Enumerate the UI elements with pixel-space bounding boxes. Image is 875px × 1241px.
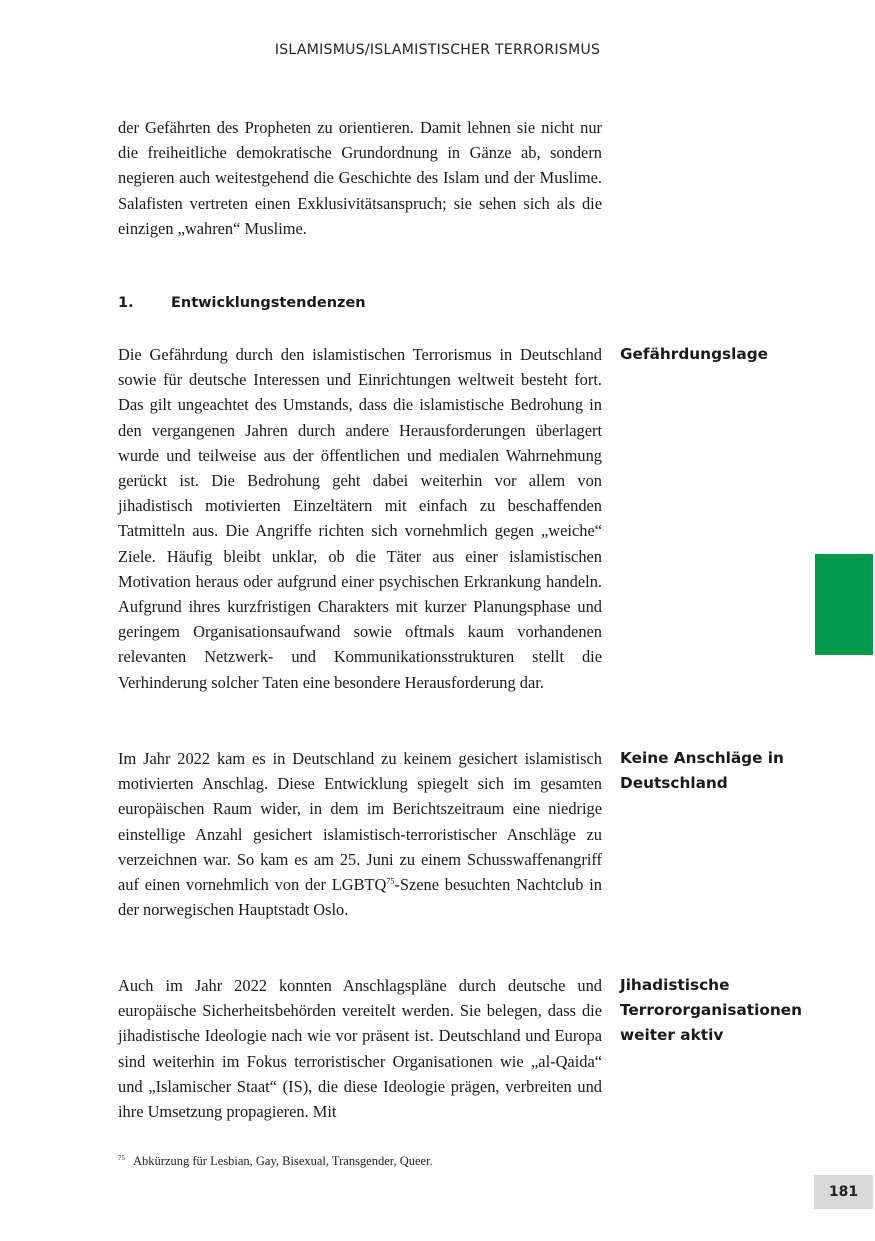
footnote-reference[interactable]: 75	[386, 876, 395, 886]
section-title: Entwicklungstendenzen	[171, 295, 366, 311]
section-number: 1.	[118, 295, 134, 311]
intro-paragraph	[118, 115, 602, 241]
paragraph-text	[118, 746, 602, 922]
paragraph-text-part: Im Jahr 2022 kam es in Deutschland zu keinem gesichert islamistisch motivierten Anschlag. Diese Entwicklung spiegelt sich im gesamten europäischen Raum wider, in dem im Berichtszeitraum eine niedrige einstellige Anzahl gesichert islamistisch-terroristischer Anschläge zu verzeichnen war. So kam es am 25. Juni zu einem Schusswaffenangriff auf einen vornehmlich von der LGBTQ	[118, 749, 602, 895]
margin-note-gefaehrdungslage: Gefährdungslage	[620, 345, 769, 363]
paragraph-jihadistische-organisationen	[118, 973, 602, 1124]
paragraph-gefaehrdungslage	[118, 342, 602, 695]
section-heading	[118, 295, 366, 311]
margin-note-keine-anschlaege: Keine Anschläge in Deutschland	[620, 749, 784, 792]
footnote-number: 75	[118, 1154, 125, 1162]
page-number: 181	[814, 1175, 873, 1209]
paragraph-text: Die Gefährdung durch den islamistischen Terrorismus in Deutschland sowie für deutsche Interessen und Einrichtungen weltweit besteht fort. Das gilt ungeachtet des Umstands, dass die islamistische Bedrohung in den vergangenen Jahren durch andere Herausforderungen überlagert wurde und teilweise aus der öffentlichen und medialen Wahrnehmung gerückt ist. Die Bedrohung geht dabei weiterhin vor allem von jihadistisch motivierten Einzeltätern mit einfach zu beschaffenden Tatmitteln aus. Die Angriffe richten sich vornehmlich gegen „weiche“ Ziele. Häufig bleibt unklar, ob die Täter aus einer islamistischen Motivation heraus oder aufgrund einer psychischen Erkrankung handeln. Aufgrund ihres kurzfristigen Charakters mit kurzer Planungsphase und geringem Organisationsaufwand sowie oftmals kaum vorhandenen relevanten Netzwerk- und Kommunikationsstrukturen stellt die Verhinderung solcher Taten eine besondere Herausforderung dar.	[118, 345, 602, 692]
margin-note-jihadistische-organisationen: Jihadistische Terrororganisationen weiter aktiv	[620, 976, 803, 1044]
paragraph-keine-anschlaege	[118, 746, 602, 922]
chapter-tab	[815, 554, 873, 655]
running-header: ISLAMISMUS/ISLAMISTISCHER TERRORISMUS	[274, 42, 601, 58]
footnote-text: Abkürzung für Lesbian, Gay, Bisexual, Transgender, Queer.	[133, 1154, 433, 1168]
paragraph-text: Auch im Jahr 2022 konnten Anschlagspläne durch deutsche und europäische Sicherheitsbehörden vereitelt werden. Sie belegen, dass die jihadistische Ideologie nach wie vor präsent ist. Deutschland und Europa sind weiterhin im Fokus terroristischer Organisationen wie „al-Qaida“ und „Islamischer Staat“ (IS), die diese Ideologie prägen, verbreiten und ihre Umsetzung propagieren. Mit	[118, 976, 602, 1122]
paragraph-text-part: -Szene besuchten Nachtclub in der norwegischen Hauptstadt Oslo.	[118, 875, 602, 920]
intro-text: der Gefährten des Propheten zu orientieren. Damit lehnen sie nicht nur die freiheitliche demokratische Grundordnung in Gänze ab, sondern negieren auch weitestgehend die Geschichte des Islam und der Muslime. Salafisten vertreten einen Exklusivitätsanspruch; sie sehen sich als die einzigen „wahren“ Muslime.	[118, 118, 602, 238]
footnote	[118, 1154, 433, 1169]
